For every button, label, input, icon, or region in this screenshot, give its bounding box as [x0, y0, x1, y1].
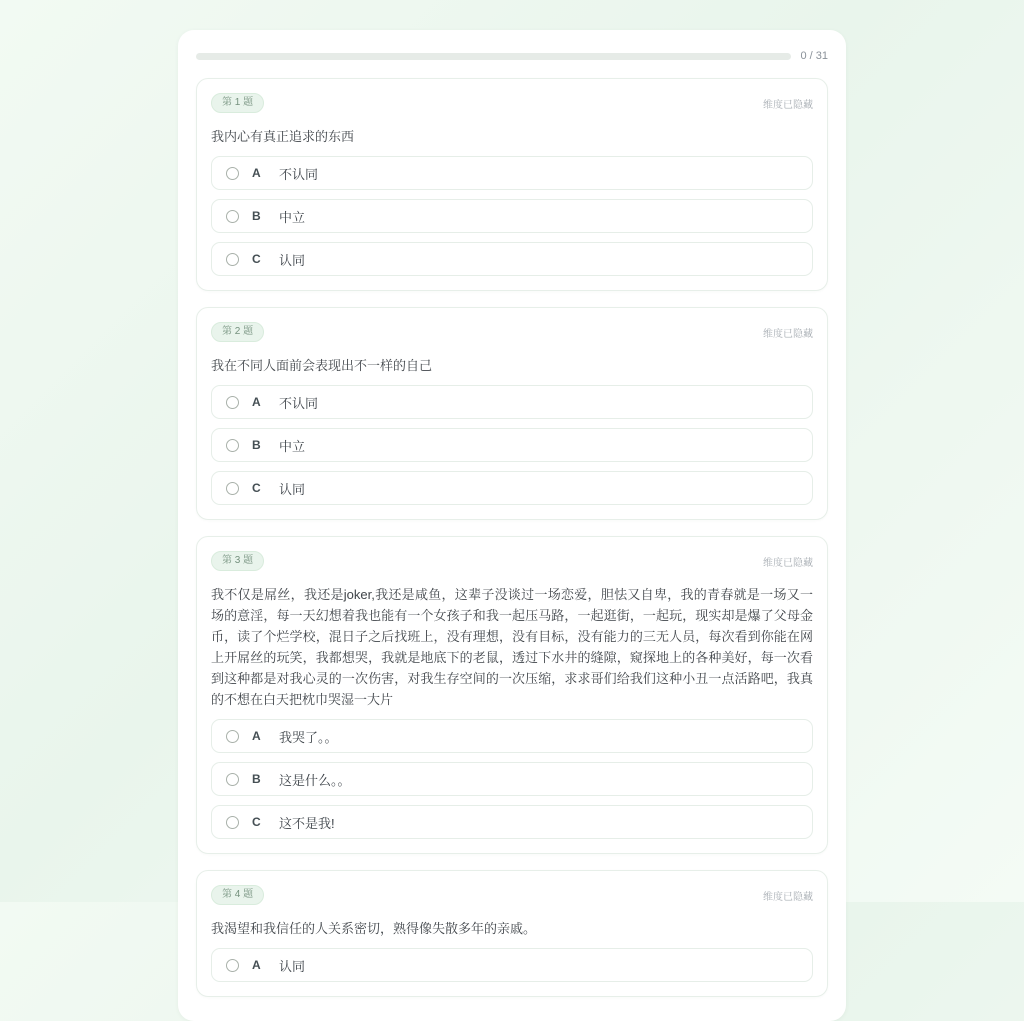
radio-icon[interactable] — [226, 773, 239, 786]
option-row-a[interactable] — [211, 719, 813, 753]
option-row-b[interactable] — [211, 428, 813, 462]
option-letter: A — [252, 958, 261, 973]
question-header — [211, 551, 813, 571]
option-label: 不认同 — [279, 166, 319, 182]
option-row-a[interactable] — [211, 385, 813, 419]
options-list — [211, 385, 813, 505]
question-text: 我渴望和我信任的人关系密切，熟得像失散多年的亲戚。 — [211, 921, 537, 937]
dimension-hidden-label: 维度已隐藏 — [763, 99, 813, 111]
option-label: 这不是我! — [279, 815, 335, 831]
question-text: 我不仅是屌丝，我还是joker,我还是咸鱼，这辈子没谈过一场恋爱，胆怯又自卑，我的青春就是一场又一场的意淫，每一天幻想着我也能有一个女孩子和我一起压马路，一起逛街，一起玩，现实却是爆了父母金币，读了个烂学校，混日子之后找班上，没有理想，没有目标，没有能力的三无人员，每次看到你能在网上开屌丝的玩笑，我都想哭，我就是地底下的老鼠，透过下水井的缝隙，窥探地上的各种美好，每一次看到这种都是对我心灵的一次伤害，对我生存空间的一次压缩，求求哥们给我们这种小丑一点活路吧，我真的不想在白天把枕巾哭湿一大片 — [211, 587, 813, 708]
question-text: 我内心有真正追求的东西 — [211, 129, 355, 144]
question-header — [211, 322, 813, 342]
radio-icon[interactable] — [226, 816, 239, 829]
radio-icon[interactable] — [226, 167, 239, 180]
question-number-badge: 第 2 题 — [211, 322, 264, 342]
option-row-c[interactable] — [211, 471, 813, 505]
question-number-badge: 第 3 题 — [211, 551, 264, 571]
option-letter: B — [252, 209, 261, 224]
radio-icon[interactable] — [226, 396, 239, 409]
question-number-badge: 第 4 题 — [211, 885, 264, 905]
radio-icon[interactable] — [226, 210, 239, 223]
question-header — [211, 93, 813, 113]
question-text: 我在不同人面前会表现出不一样的自己 — [211, 358, 433, 374]
options-list — [211, 156, 813, 276]
option-letter: B — [252, 438, 261, 453]
progress-count: 0 / 31 — [800, 50, 828, 62]
option-label: 这是什么。。 — [279, 772, 351, 788]
option-label: 我哭了。。 — [279, 729, 338, 745]
option-label: 中立 — [279, 438, 306, 454]
option-row-a[interactable] — [211, 156, 813, 190]
option-row-b[interactable] — [211, 199, 813, 233]
question-card-1 — [196, 78, 828, 291]
option-letter: A — [252, 166, 261, 181]
option-letter: B — [252, 772, 261, 787]
dimension-hidden-label: 维度已隐藏 — [763, 891, 813, 903]
option-letter: C — [252, 481, 261, 496]
options-list — [211, 948, 813, 982]
option-label: 不认同 — [279, 395, 319, 411]
option-letter: A — [252, 729, 261, 744]
option-label: 认同 — [279, 252, 306, 268]
radio-icon[interactable] — [226, 959, 239, 972]
radio-icon[interactable] — [226, 253, 239, 266]
progress-row — [196, 50, 828, 62]
question-card-2 — [196, 307, 828, 520]
option-letter: C — [252, 815, 261, 830]
radio-icon[interactable] — [226, 482, 239, 495]
dimension-hidden-label: 维度已隐藏 — [763, 557, 813, 569]
survey-panel — [178, 30, 846, 1021]
option-row-a[interactable] — [211, 948, 813, 982]
option-label: 认同 — [279, 958, 306, 974]
question-number-badge: 第 1 题 — [211, 93, 264, 113]
question-card-4 — [196, 870, 828, 997]
dimension-hidden-label: 维度已隐藏 — [763, 328, 813, 340]
option-row-b[interactable] — [211, 762, 813, 796]
option-row-c[interactable] — [211, 242, 813, 276]
option-label: 认同 — [279, 481, 306, 497]
question-header — [211, 885, 813, 905]
option-letter: C — [252, 252, 261, 267]
option-letter: A — [252, 395, 261, 410]
option-label: 中立 — [279, 209, 306, 225]
progress-bar — [196, 53, 791, 60]
radio-icon[interactable] — [226, 730, 239, 743]
option-row-c[interactable] — [211, 805, 813, 839]
options-list — [211, 719, 813, 839]
radio-icon[interactable] — [226, 439, 239, 452]
question-card-3 — [196, 536, 828, 854]
